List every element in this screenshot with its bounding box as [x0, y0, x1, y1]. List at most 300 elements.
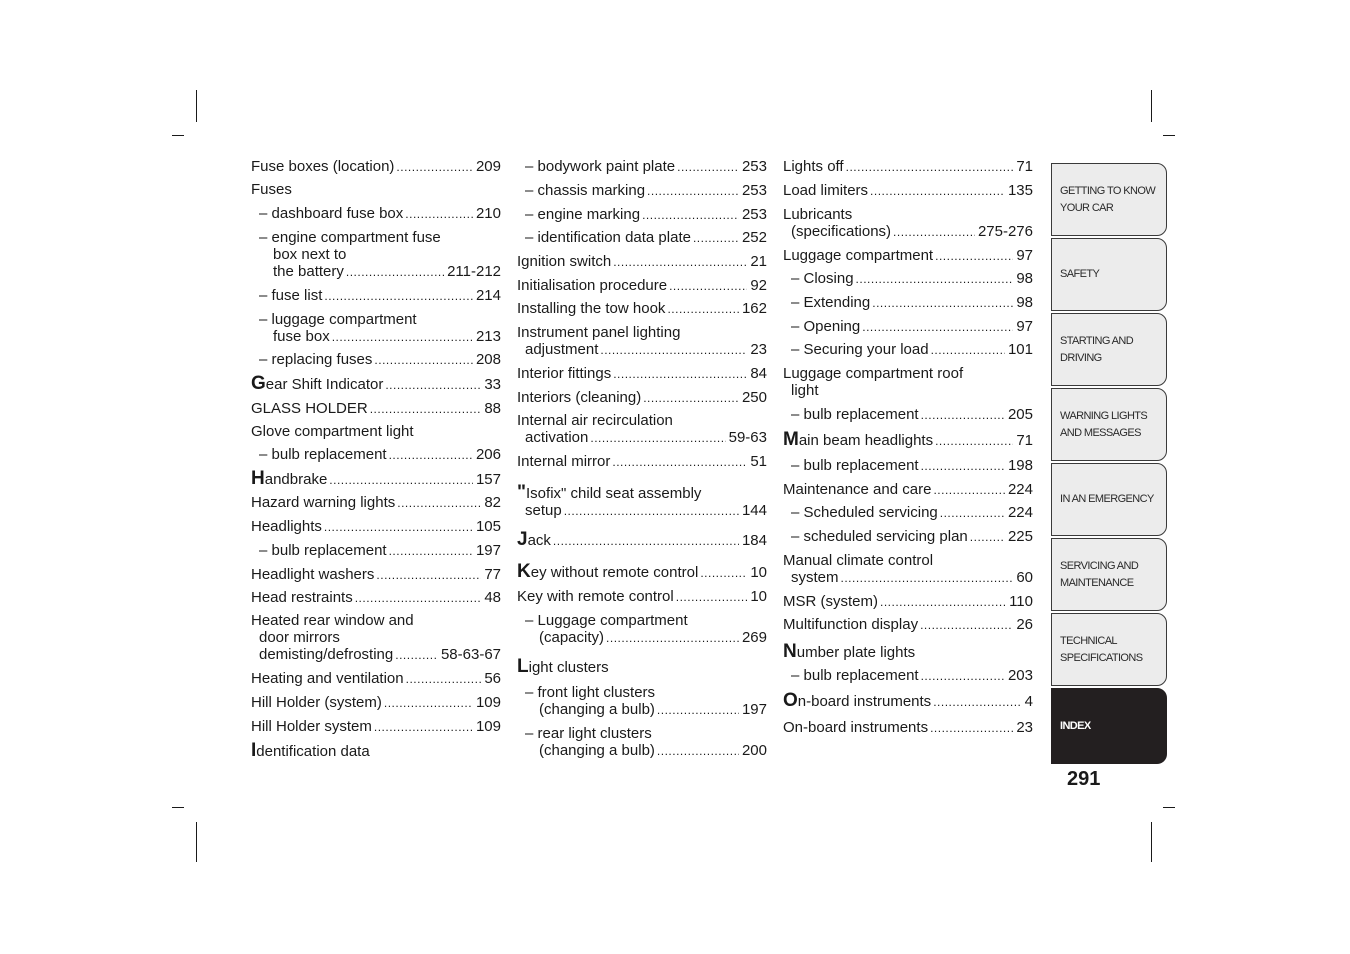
entry-line: – Securing your load	[791, 341, 929, 358]
dot-leader	[880, 594, 1006, 611]
index-entry	[783, 341, 1033, 359]
entry-initial: L	[517, 656, 529, 677]
dot-leader	[613, 366, 747, 383]
dot-leader	[935, 433, 1013, 450]
index-entry	[783, 158, 1033, 176]
index-entry	[783, 318, 1033, 336]
entry-text	[791, 406, 919, 423]
index-entry	[517, 588, 767, 606]
index-entry	[783, 552, 1033, 587]
index-entry	[517, 324, 767, 359]
index-entry	[517, 277, 767, 295]
tab-safety[interactable]: SAFETY	[1051, 238, 1167, 311]
index-entry	[783, 504, 1033, 522]
dot-leader	[921, 668, 1005, 685]
entry-page: 205	[1007, 406, 1033, 423]
dot-leader	[406, 671, 482, 688]
dot-leader	[396, 159, 473, 176]
entry-text	[539, 742, 655, 759]
entry-text	[783, 616, 918, 633]
entry-page: 92	[750, 277, 767, 294]
entry-line: Glove compartment light	[251, 423, 414, 440]
entry-page: 144	[741, 502, 767, 519]
entry-page: 51	[750, 453, 767, 470]
entry-text	[791, 223, 891, 240]
dot-leader	[324, 519, 473, 536]
entry-text	[791, 569, 839, 586]
dot-leader	[933, 694, 1021, 711]
entry-line: – luggage compartment	[259, 311, 417, 328]
dot-leader	[374, 719, 473, 736]
index-entry	[251, 181, 501, 198]
entry-text	[539, 629, 604, 646]
entry-text	[783, 431, 933, 449]
entry-text	[791, 270, 854, 287]
entry-page: 250	[741, 389, 767, 406]
entry-line: – bulb replacement	[259, 542, 387, 559]
index-entry	[783, 247, 1033, 265]
entry-page: 224	[1007, 481, 1033, 498]
entry-line: Maintenance and care	[783, 481, 932, 498]
dot-leader	[332, 329, 473, 346]
entry-line: activation	[525, 429, 589, 446]
entry-text	[259, 542, 387, 559]
dot-leader	[389, 543, 473, 560]
entry-line: dentification data	[256, 743, 370, 760]
entry-text	[259, 205, 403, 222]
entry-initial: "	[517, 482, 527, 503]
entry-line: – fuse list	[259, 287, 323, 304]
entry-page: 225	[1007, 528, 1033, 545]
dot-leader	[376, 567, 481, 584]
index-entry	[251, 494, 501, 512]
index-entry	[251, 742, 501, 760]
entry-page: 77	[484, 566, 501, 583]
dot-leader	[346, 264, 444, 281]
entry-text	[259, 646, 393, 663]
entry-line: Isofix" child seat assembly	[526, 485, 702, 502]
entry-page: 23	[750, 341, 767, 358]
entry-text	[783, 593, 878, 610]
dot-leader	[856, 271, 1014, 288]
index-entry	[783, 616, 1033, 634]
index-entry	[783, 457, 1033, 475]
index-entry	[251, 542, 501, 560]
tab-warning-lights-and-messages[interactable]: WARNING LIGHTS AND MESSAGES	[1051, 388, 1167, 461]
index-entry	[783, 643, 1033, 661]
entry-page: 109	[475, 694, 501, 711]
crop-mark	[1151, 822, 1152, 862]
entry-text	[251, 375, 383, 393]
dot-leader	[940, 505, 1005, 522]
index-entry	[517, 253, 767, 271]
entry-text	[791, 667, 919, 684]
dot-leader	[564, 503, 739, 520]
dot-leader	[613, 254, 747, 271]
entry-line: Lights off	[783, 158, 844, 175]
dot-leader	[405, 206, 473, 223]
entry-text	[517, 300, 665, 317]
entry-line: Load limiters	[783, 182, 869, 199]
entry-line: ey without remote control	[530, 564, 699, 581]
entry-line: (capacity)	[539, 629, 605, 646]
entry-page: 253	[741, 182, 767, 199]
entry-text	[517, 531, 551, 549]
index-entry	[251, 375, 501, 394]
entry-text	[783, 247, 933, 264]
crop-mark	[196, 822, 197, 862]
entry-text	[251, 400, 368, 417]
entry-text	[525, 502, 562, 519]
entry-line: n-board instruments	[797, 693, 932, 710]
tab-index[interactable]: INDEX	[1051, 688, 1167, 764]
entry-line: Headlight washers	[251, 566, 375, 583]
entry-page: 184	[741, 532, 767, 549]
entry-page: 84	[750, 365, 767, 382]
tab-starting-and-driving[interactable]: STARTING AND DRIVING	[1051, 313, 1167, 386]
index-entry	[251, 205, 501, 223]
index-entry	[783, 667, 1033, 685]
entry-text	[791, 341, 929, 358]
dot-leader	[870, 183, 1005, 200]
index-entry	[251, 287, 501, 305]
index-entry	[783, 719, 1033, 737]
entry-page: 97	[1016, 318, 1033, 335]
dot-leader	[642, 207, 739, 224]
index-entry	[517, 300, 767, 318]
index-entry	[517, 658, 767, 676]
crop-mark	[1163, 807, 1175, 808]
entry-text	[791, 294, 870, 311]
tab-getting-to-know-your-car[interactable]: GETTING TO KNOW YOUR CAR	[1051, 163, 1167, 236]
dot-leader	[893, 224, 975, 241]
entry-page: 110	[1009, 593, 1033, 610]
entry-line: (specifications)	[791, 223, 892, 240]
entry-text	[525, 229, 691, 246]
entry-text	[517, 277, 667, 294]
entry-text	[259, 351, 372, 368]
entry-page: 210	[475, 205, 501, 222]
entry-line: – Closing	[791, 270, 854, 287]
dot-leader	[612, 454, 747, 471]
dot-leader	[395, 647, 438, 664]
entry-line: umber plate lights	[796, 644, 916, 661]
entry-line: andbrake	[264, 471, 328, 488]
tab-in-an-emergency[interactable]: IN AN EMERGENCY	[1051, 463, 1167, 536]
index-entry	[517, 389, 767, 407]
entry-line: Hill Holder (system)	[251, 694, 382, 711]
entry-initial: K	[517, 561, 531, 582]
entry-page: 101	[1007, 341, 1033, 358]
index-entry	[251, 718, 501, 736]
dot-leader	[872, 295, 1013, 312]
entry-text	[525, 206, 640, 223]
entry-line: ain beam headlights	[798, 432, 934, 449]
entry-line: Internal air recirculation	[517, 412, 673, 429]
entry-initial: I	[251, 740, 257, 761]
entry-text	[783, 182, 868, 199]
entry-text	[783, 692, 931, 710]
entry-line: Instrument panel lighting	[517, 324, 681, 341]
entry-page: 10	[750, 564, 767, 581]
entry-text	[525, 429, 588, 446]
entry-line: Hill Holder system	[251, 718, 372, 735]
entry-line: On-board instruments	[783, 719, 929, 736]
entry-line: fuse box	[273, 328, 330, 345]
index-entry	[251, 400, 501, 418]
entry-line: – chassis marking	[525, 182, 646, 199]
dot-leader	[862, 319, 1013, 336]
entry-line: Fuses	[251, 181, 292, 198]
entry-text	[783, 481, 931, 498]
entry-page: 203	[1007, 667, 1033, 684]
entry-line: – front light clusters	[525, 684, 656, 701]
entry-page: 105	[475, 518, 501, 535]
index-entry	[251, 612, 501, 664]
entry-page: 213	[475, 328, 501, 345]
index-entry	[251, 158, 501, 176]
entry-line: Interior fittings	[517, 365, 612, 382]
entry-line: Key with remote control	[517, 588, 674, 605]
entry-line: door mirrors	[259, 629, 340, 646]
entry-line: Manual climate control	[783, 552, 934, 569]
dot-leader	[370, 401, 482, 418]
entry-line: setup	[525, 502, 562, 519]
entry-line: adjustment	[525, 341, 599, 358]
index-entry	[251, 229, 501, 281]
entry-text	[517, 453, 610, 470]
index-entry	[517, 725, 767, 760]
entry-line: Internal mirror	[517, 453, 611, 470]
index-entry	[783, 270, 1033, 288]
index-entry	[517, 453, 767, 471]
entry-line: – dashboard fuse box	[259, 205, 404, 222]
entry-line: – bulb replacement	[791, 457, 919, 474]
entry-initial: O	[783, 690, 798, 711]
entry-line: Heating and ventilation	[251, 670, 404, 687]
index-entry	[517, 182, 767, 200]
entry-initial: J	[517, 529, 528, 550]
entry-line: box next to	[273, 246, 347, 263]
entry-page: 211-212	[447, 263, 501, 280]
index-entry	[517, 229, 767, 247]
index-entry	[517, 531, 767, 550]
index-entry	[783, 692, 1033, 711]
index-entry	[783, 431, 1033, 450]
entry-text	[517, 588, 674, 605]
entry-text	[517, 253, 611, 270]
index-entry	[251, 518, 501, 536]
entry-page: 224	[1007, 504, 1033, 521]
entry-page: 109	[475, 718, 501, 735]
dot-leader	[657, 702, 739, 719]
entry-text	[273, 328, 330, 345]
index-entry	[251, 311, 501, 346]
dot-leader	[355, 590, 482, 607]
entry-page: 98	[1016, 294, 1033, 311]
index-entry	[517, 158, 767, 176]
entry-page: 97	[1016, 247, 1033, 264]
index-entry	[517, 684, 767, 719]
tab-servicing-and-maintenance[interactable]: SERVICING AND MAINTENANCE	[1051, 538, 1167, 611]
dot-leader	[324, 288, 473, 305]
crop-mark	[1163, 135, 1175, 136]
crop-mark	[196, 90, 197, 122]
entry-page: 197	[741, 701, 767, 718]
index-entry	[251, 694, 501, 712]
entry-page: 198	[1007, 457, 1033, 474]
dot-leader	[669, 278, 747, 295]
entry-line: – bodywork paint plate	[525, 158, 676, 175]
index-entry	[251, 566, 501, 584]
entry-page: 58-63-67	[440, 646, 501, 663]
entry-line: Multifunction display	[783, 616, 919, 633]
dot-leader	[921, 458, 1005, 475]
entry-text	[791, 528, 968, 545]
entry-line: – replacing fuses	[259, 351, 373, 368]
entry-page: 197	[475, 542, 501, 559]
dot-leader	[329, 472, 473, 489]
entry-initial: G	[251, 373, 266, 394]
page-number: 291	[1067, 768, 1101, 790]
entry-line: Hazard warning lights	[251, 494, 396, 511]
index-entry	[783, 406, 1033, 424]
index-entry	[517, 612, 767, 647]
entry-line: Ignition switch	[517, 253, 612, 270]
entry-line: – bulb replacement	[259, 446, 387, 463]
crop-mark	[172, 807, 184, 808]
entry-line: Interiors (cleaning)	[517, 389, 642, 406]
dot-leader	[930, 720, 1013, 737]
entry-line: Luggage compartment	[783, 247, 934, 264]
dot-leader	[667, 301, 739, 318]
entry-text	[525, 341, 598, 358]
entry-page: 71	[1016, 432, 1033, 449]
entry-text	[517, 365, 611, 382]
entry-text	[251, 158, 394, 175]
entry-text	[517, 563, 698, 581]
entry-line: – Scheduled servicing	[791, 504, 938, 521]
entry-page: 48	[484, 589, 501, 606]
entry-page: 21	[750, 253, 767, 270]
dot-leader	[970, 529, 1005, 546]
index-entry	[517, 365, 767, 383]
entry-line: Installing the tow hook	[517, 300, 666, 317]
entry-text	[791, 457, 919, 474]
entry-line: ight clusters	[528, 659, 609, 676]
dot-leader	[600, 342, 747, 359]
entry-line: – engine compartment fuse	[259, 229, 441, 246]
entry-line: – bulb replacement	[791, 667, 919, 684]
entry-text	[251, 494, 395, 511]
index-entry	[251, 351, 501, 369]
entry-line: Luggage compartment roof	[783, 365, 964, 382]
dot-leader	[385, 377, 481, 394]
entry-line: – identification data plate	[525, 229, 691, 246]
index-entry	[783, 206, 1033, 241]
entry-text	[251, 566, 374, 583]
entry-text	[251, 694, 382, 711]
entry-page: 33	[484, 376, 501, 393]
tab-technical-specifications[interactable]: TECHNICAL SPECIFICATIONS	[1051, 613, 1167, 686]
entry-line: GLASS HOLDER	[251, 400, 368, 417]
entry-line: – Extending	[791, 294, 871, 311]
entry-text	[251, 518, 322, 535]
dot-leader	[374, 352, 473, 369]
dot-leader	[846, 159, 1014, 176]
entry-page: 4	[1024, 693, 1033, 710]
entry-text	[259, 446, 387, 463]
index-entry	[251, 470, 501, 489]
entry-text	[783, 158, 844, 175]
dot-leader	[590, 430, 725, 447]
entry-text	[259, 287, 322, 304]
index-entry	[251, 589, 501, 607]
entry-line: ear Shift Indicator	[265, 376, 384, 393]
entry-page: 214	[475, 287, 501, 304]
entry-line: Fuse boxes (location)	[251, 158, 395, 175]
entry-line: – Opening	[791, 318, 861, 335]
dot-leader	[657, 743, 739, 760]
entry-text	[791, 504, 938, 521]
dot-leader	[700, 565, 747, 582]
entry-line: – bulb replacement	[791, 406, 919, 423]
dot-leader	[933, 482, 1005, 499]
entry-line: demisting/defrosting	[259, 646, 394, 663]
entry-page: 269	[741, 629, 767, 646]
index-entry	[783, 593, 1033, 611]
entry-page: 10	[750, 588, 767, 605]
dot-leader	[931, 342, 1005, 359]
entry-line: MSR (system)	[783, 593, 878, 610]
dot-leader	[676, 589, 748, 606]
index-entry	[517, 484, 767, 520]
entry-line: – engine marking	[525, 206, 641, 223]
dot-leader	[606, 630, 739, 647]
dot-leader	[389, 447, 473, 464]
index-entry	[251, 446, 501, 464]
entry-page: 71	[1016, 158, 1033, 175]
entry-page: 135	[1007, 182, 1033, 199]
entry-page: 26	[1016, 616, 1033, 633]
entry-text	[251, 470, 327, 488]
entry-page: 200	[741, 742, 767, 759]
entry-page: 208	[475, 351, 501, 368]
entry-text	[251, 670, 404, 687]
entry-line: light	[791, 382, 819, 399]
index-entry	[783, 528, 1033, 546]
index-entry	[783, 294, 1033, 312]
entry-text	[783, 719, 928, 736]
index-entry	[251, 423, 501, 440]
entry-line: system	[791, 569, 839, 586]
crop-mark	[172, 135, 184, 136]
index-entry	[251, 670, 501, 688]
entry-page: 98	[1016, 270, 1033, 287]
entry-initial: M	[783, 429, 799, 450]
entry-initial: N	[783, 641, 797, 662]
entry-line: – rear light clusters	[525, 725, 652, 742]
entry-page: 88	[484, 400, 501, 417]
dot-leader	[841, 570, 1014, 587]
entry-text	[791, 318, 860, 335]
entry-page: 275-276	[977, 223, 1033, 240]
entry-line: the battery	[273, 263, 344, 280]
entry-page: 157	[475, 471, 501, 488]
entry-initial: H	[251, 468, 265, 489]
entry-line: (changing a bulb)	[539, 701, 655, 718]
entry-text	[539, 701, 655, 718]
